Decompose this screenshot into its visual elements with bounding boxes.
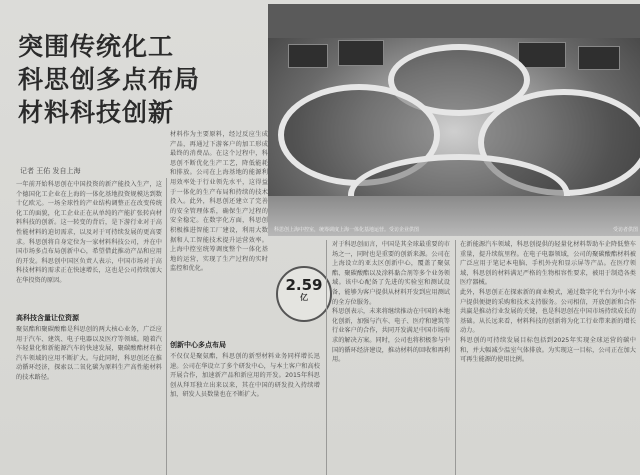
photo-screen: [338, 40, 384, 66]
article-column-2c: [170, 352, 320, 475]
badge-unit: 亿: [300, 293, 308, 302]
body-text: 一年前开始科思创在中国投资的新产能投入生产，这个德国化工企业在上海的一体化基地投资规模达到数十亿欧元。一场全球性的产业结构调整正在改变传统化工的面貌，化工企业正在从单纯的产能扩张转向材料科技的创新。这一转变的背后，是下游行业对于高性能材料的迫切需求，以及对于可持续发展的更高要求。科思创将自身定位为一家材料科技公司，并在中国市场多点布局创新中心，希望借此推动产品和应用的开发。科思创中国区负责人表示，中国市场对于高科技材料的需求正在快速增长，这也是公司持续加大在华投资的原因。: [16, 181, 162, 284]
photo-screen: [578, 46, 620, 70]
headline-line-3: 材料科技创新: [18, 98, 175, 127]
control-room-photo: [268, 4, 640, 236]
article-column-4: [460, 240, 636, 475]
body-text: 对于科思创而言，中国是其全球最重要的市场之一，同时也是重要的创新来源。公司在上海设立的亚太区创新中心，覆盖了聚氨酯、聚碳酸酯以及涂料黏合剂等多个业务领域。该中心配备了先进的实验室和测试设备，能够为客户提供从材料开发到应用测试的全方位服务。: [332, 241, 450, 306]
photo-credit: 受访者供图: [612, 227, 638, 233]
photo-caption: [268, 226, 640, 233]
body-text: 在新能源汽车领域，科思创提供的轻量化材料帮助车企降低整车重量，提升续航里程。在电子电器领域，公司的聚碳酸酯材料被广泛应用于笔记本电脑、手机外壳和显示屏等产品。在医疗领域，科思创的材料满足严格的生物相容性要求，被用于制造各类医疗器械。: [460, 241, 636, 287]
subhead-1: 高科技含量让位资源: [16, 314, 79, 322]
badge-number: 2.59: [285, 276, 323, 294]
headline: [18, 30, 258, 129]
subhead-block-2: [170, 340, 268, 352]
subhead-block-1: [16, 313, 162, 325]
photo-screen: [288, 44, 328, 68]
column-divider: [326, 240, 327, 475]
byline: 记者 王佑 发自上海: [20, 167, 81, 175]
article-column-1a: [16, 180, 162, 312]
column-divider: [455, 240, 456, 475]
headline-line-2: 科思创多点布局: [18, 65, 201, 94]
body-text: 科思创表示，未来将继续推动在中国的本地化创新，加强与汽车、电子、医疗和建筑等行业客户的合作，共同开发满足中国市场需求的解决方案。同时，公司也将积极参与中国的循环经济建设，推动材料的回收和再利用。: [332, 308, 450, 364]
photo-screen: [518, 42, 566, 68]
subhead-2: 创新中心多点布局: [170, 341, 226, 349]
body-text: 不仅仅是聚氨酯，科思创的新型材料业务同样增长迅速。公司在华设立了多个研发中心，与本土客户和高校开展合作，加速新产品和新应用的开发。2015年科思创从拜耳独立出来以来，其在中国的研发投入持续增加，研发人员数量也在不断扩大。: [170, 353, 320, 399]
article-column-1b: [16, 325, 162, 475]
photo-wall: [268, 4, 640, 38]
headline-line-1: 突围传统化工: [18, 32, 175, 61]
body-text: 科思创的可持续发展目标包括到2025年实现全球运营的碳中和，并大幅减少温室气体排放。为实现这一目标，公司正在加大可再生能源的使用比例。: [460, 336, 636, 364]
body-text: 此外，科思创正在探索新的商业模式，通过数字化平台为中小客户提供便捷的采购和技术支持服务。公司相信，开放创新和合作共赢是推动行业发展的关键，也是科思创在中国市场持续成长的基础。从长远来看，材料科技的创新将为化工行业带来新的增长动力。: [460, 288, 636, 335]
article-column-3: [332, 240, 450, 475]
figure-badge: [276, 266, 332, 322]
body-text: 聚氨酯和聚碳酸酯是科思创的两大核心业务，广泛应用于汽车、建筑、电子电器以及医疗等领域。随着汽车轻量化和新能源汽车的快速发展，聚碳酸酯材料在汽车领域的应用不断扩大。与此同时，科思创还在推动循环经济，探索以二氧化碳为原料生产高性能材料的技术路径。: [16, 326, 162, 381]
column-divider: [166, 178, 167, 475]
photo-caption-text: 科思创上海中控室，统筹调度上海一体化基地运营。受访企业供图: [274, 227, 420, 233]
body-text: 材料作为主要原料，经过反应生成产品，再通过下游客户的加工形成最终的消费品。在这个过程中，科思创不断优化生产工艺，降低能耗和排放。公司在上海基地的能源利用效率处于行业领先水平，这得益于一体化的生产布局和持续的技术投入。此外，科思创还建立了完善的安全管理体系，确保生产过程的安全稳定。在数字化方面，科思创积极推进智能工厂建设，利用大数据和人工智能技术提升运营效率。上海中控室统筹调度整个一体化基地的运营，实现了生产过程的实时监控和优化。: [170, 131, 268, 273]
article-column-2a: [170, 130, 268, 340]
